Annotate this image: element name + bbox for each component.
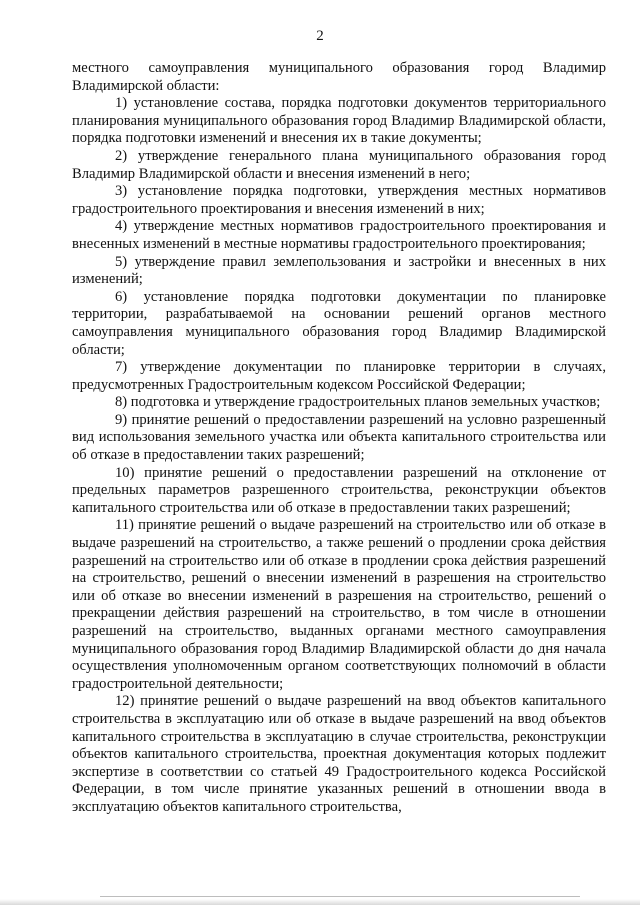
list-item-10: 10) принятие решений о предоставлении разрешений на отклонение от предельных параметров разрешенного строительства, реконструкции объектов капитального строительства или об отказе в предоставлении таких разрешений;: [72, 464, 606, 516]
document-body: [72, 60, 606, 817]
list-item-4: 4) утверждение местных нормативов градостроительного проектирования и внесенных изменений в местные нормативы градостроительного проектирования;: [72, 218, 606, 252]
intro-paragraph: местного самоуправления муниципального образования город Владимир Владимирской области:: [72, 60, 606, 94]
list-item-9: 9) принятие решений о предоставлении разрешений на условно разрешенный вид использования земельного участка или объекта капитального строительства или об отказе в предоставлении таких разрешений;: [72, 411, 606, 464]
page-number: 2: [316, 28, 324, 44]
list-item-1: 1) установление состава, порядка подготовки документов территориального планирования муниципального образования город Владимир Владимирской области, порядка подготовки изменений и внесения их в такие документы;: [72, 95, 606, 147]
list-item-3: 3) установление порядка подготовки, утверждения местных нормативов градостроительного проектирования и внесения изменений в них;: [72, 183, 606, 217]
list-item-7: 7) утверждение документации по планировке территории в случаях, предусмотренных Градостроительным кодексом Российской Федерации;: [72, 359, 606, 393]
scan-bottom-edge: [0, 899, 640, 905]
list-item-11: 11) принятие решений о выдаче разрешений на строительство или об отказе в выдаче разрешений на строительство, а также решений о продлении срока действия разрешений на строительство или об отказе в продлении срока действия разрешений на строительство, решений о внесении изменений в разрешения на строительство или об отказе во внесении изменений в разрешения на строительство, решений о прекращении действия разрешений на строительство, в том числе в отношении разрешений на строительство, выданных органами местного самоуправления муниципального образования город Владимир Владимирской области до дня начала осуществления уполномоченным органом соответствующих полномочий в области градостроительной деятельности;: [72, 517, 606, 692]
list-item-5: 5) утверждение правил землепользования и застройки и внесенных в них изменений;: [72, 253, 606, 288]
list-item-8: 8) подготовка и утверждение градостроительных планов земельных участков;: [115, 394, 601, 411]
list-item-12: 12) принятие решений о выдаче разрешений на ввод объектов капитального строительства в эксплуатацию или об отказе в выдаче разрешений на ввод объектов капитального строительства в эксплуатацию в случае строительства, реконструкции объектов капитального строительства, проектная документация которых подлежит экспертизе в соответствии со статьей 49 Градостроительного кодекса Российской Федерации, в том числе принятие указанных решений в отношении ввода в эксплуатацию объектов капитального строительства,: [72, 693, 606, 815]
list-item-2: 2) утверждение генерального плана муниципального образования город Владимир Владимирской области и внесения изменений в него;: [72, 147, 606, 182]
list-item-6: 6) установление порядка подготовки документации по планировке территории, разрабатываемой на основании решений органов местного самоуправления муниципального образования город Владимир Владимирской области;: [72, 288, 606, 358]
scan-edge-line: [100, 896, 580, 897]
